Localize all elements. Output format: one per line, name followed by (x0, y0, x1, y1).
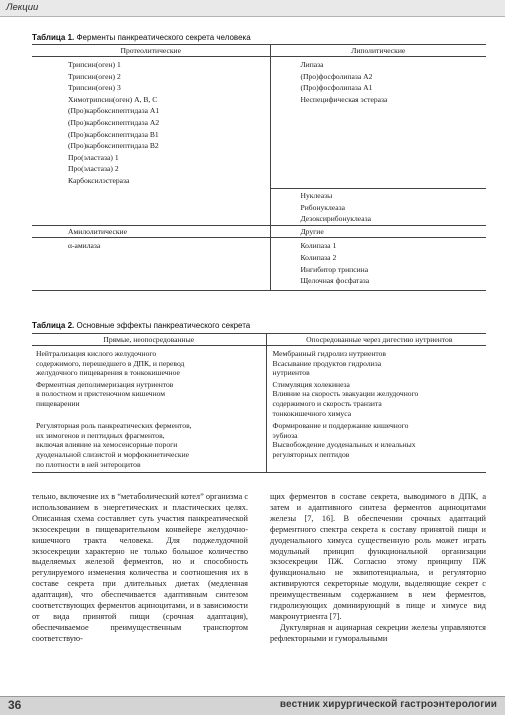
table-cell-line: Щелочная фосфатаза (300, 276, 370, 286)
table1-header-amylolytic: Амилолитические (32, 225, 270, 238)
table2-row1-right (266, 346, 486, 378)
table-cell-line: содержимого и скорость транзита (272, 398, 382, 408)
table2-row2-right (266, 378, 486, 418)
table-cell-line: (Про)карбоксипептидаза A1 (68, 106, 160, 116)
table-cell-line: (Про)карбоксипептидаза B1 (68, 129, 159, 139)
table1-enzymes (32, 44, 486, 291)
table-cell-line: Про(эластаза) 2 (68, 164, 119, 174)
table-cell-line: Высвобождение дуоденальных и илеальных (272, 440, 416, 450)
section-title: Лекции (6, 2, 39, 13)
table2-header-direct: Прямые, неопосредованные (32, 334, 266, 346)
table-cell-line: в полостном и пристеночном кишечном (36, 389, 166, 399)
table1-cell-other (270, 238, 486, 290)
table2-row2-left (32, 378, 266, 418)
table2-caption (32, 321, 250, 330)
table-cell-line: содержимого, перешедшего в ДПК, и перевод (36, 358, 185, 368)
table2-row1-left (32, 346, 266, 378)
table-cell-line: (Про)фосфолипаза A1 (300, 83, 373, 93)
table-cell-line: Ингибитор трипсина (300, 264, 369, 274)
table1-nucleases-heading: Нуклеазы (300, 191, 333, 201)
table1-header-lipolytic: Липолитические (270, 45, 486, 57)
table-cell-line: Про(эластаза) 1 (68, 152, 119, 162)
table-cell-line: Ферментная деполимеризация нутриентов (36, 379, 174, 389)
table-cell-line: их зимогенов и пептидных фрагментов, (36, 430, 165, 440)
table-cell-line: регуляторных пептидов (272, 449, 350, 459)
table1-cell-empty (32, 189, 270, 226)
table-cell-line: тонкокишечного химуса (272, 408, 352, 418)
table-cell-line: Всасывание продуктов гидролиза (272, 358, 382, 368)
table-cell-line: включая влияние на хемосенсорные пороги (36, 440, 178, 450)
table-cell-line: Мембранный гидролиз нутриентов (272, 349, 387, 358)
table-cell-line: (Про)карбоксипептидаза B2 (68, 141, 159, 151)
table-cell-line: Регуляторная роль панкреатических ферментов, (36, 421, 192, 431)
table-cell-line: Трипсин(оген) 1 (68, 60, 121, 69)
table-cell-line: Химотрипсин(оген) A, B, C (68, 94, 158, 104)
table1-cell-amylolytic (32, 238, 270, 290)
table-cell-line: по плотности в ней энтероцитов (36, 459, 141, 469)
table-cell-line: Неспецифическая эстераза (300, 94, 388, 104)
table-cell-line: Стимуляция холекинеза (272, 379, 350, 389)
table-cell-line: Колипаза 2 (300, 253, 337, 262)
body-paragraph: щих ферментов в составе секрета, выводимого в ДПК, а затем и адаптивного синтеза ферментов ациноцитами железы [7, 16]. В обеспечении срочных адаптаций ферментного спектра секрета к составу принятой пищи и дуоденального химуса существенную роль может играть модульный принцип функциональной организации экзосекреции ПЖ. Согласно этому принципу ПЖ функционально не эквипотенциальна, и регуляторно активируются секреторные модули, выделяющие секрет с преимущественным содержанием в нем ферментов, гидролизующих доминирующий в пище и химусе вид макронутриента [7]. (270, 492, 486, 621)
table-cell-line: дуоденальной слизистой и морфокинетические (36, 449, 190, 459)
table-cell-line: Карбоксилэстераза (68, 175, 130, 185)
running-header (0, 0, 505, 17)
table1-header-other: Другие (270, 225, 486, 238)
journal-title: вестник хирургической гастроэнтерологии (279, 699, 497, 710)
table2-effects (32, 333, 486, 473)
table-cell-line: Рибонуклеаза (300, 202, 345, 212)
table1-cell-nucleases (270, 189, 486, 226)
table-cell-line: (Про)карбоксипептидаза A2 (68, 117, 160, 127)
body-paragraph: тельно, включение их в “метаболический котел” организма с использованием в энергетических и пластических целях. Описанная схема составляет суть участия панкреатической экзосекреции в пищеварительном конвейере желудочно-кишечного тракта человека. Для поджелудочной экзосекреции характерно не только большое количество выделяемых железой ферментов, но и способность регулируемого изменения количества и соотношения их в составе секрета при длительных диетах (медленная адаптация), что обеспечивается адаптивным синтезом соответствующих ферментов ациноцитами, и в зависимости от вида принятой пищи (срочная адаптация), обеспечиваемое преимущественным транспортом соответствую- (32, 492, 248, 643)
table-cell-line: Формирование и поддержание кишечного (272, 421, 409, 431)
table2-caption-text: Основные эффекты панкреатического секрета (74, 321, 251, 330)
table-cell-line: Колипаза 1 (300, 241, 337, 251)
table1-caption-number: Таблица 1. (32, 33, 75, 42)
table-cell-line: (Про)фосфолипаза A2 (300, 71, 373, 81)
table1-cell-lipolytic (270, 57, 486, 189)
table2-row3-left (32, 418, 266, 472)
table1-header-proteolytic: Протеолитические (32, 45, 270, 57)
page-number: 36 (8, 698, 22, 712)
body-paragraph: Дуктулярная и ацинарная секреции железы управляются рефлекторными и гуморальными (270, 622, 486, 643)
table1-cell-proteolytic (32, 57, 270, 189)
table-cell-line: α-амилаза (68, 241, 101, 251)
table-cell-line: Липаза (300, 60, 324, 69)
table-cell-line: пищеварении (36, 398, 80, 408)
body-column-left (32, 492, 248, 645)
table-cell-line: Нейтрализация кислого желудочного (36, 349, 157, 358)
table1-caption-text: Ферменты панкреатического секрета человека (74, 33, 251, 42)
table-cell-line: эубиоза (272, 430, 298, 440)
table-cell-line: Дезоксирибонуклеаза (300, 214, 371, 224)
page-footer (0, 696, 505, 715)
table2-caption-number: Таблица 2. (32, 321, 75, 330)
table-cell-line: Трипсин(оген) 3 (68, 83, 121, 93)
body-column-right (270, 492, 486, 645)
table-cell-line: желудочного пищеварения в тонкокишечное (36, 368, 180, 378)
table-cell-line: нутриентов (272, 368, 310, 378)
table-cell-line: Влияние на скорость эвакуации желудочного (272, 389, 419, 399)
table2-header-mediated: Опосредованные через дигестию нутриентов (266, 334, 486, 346)
table2-row3-right (266, 418, 486, 472)
table-cell-line: Трипсин(оген) 2 (68, 71, 121, 81)
table1-caption (32, 33, 251, 42)
